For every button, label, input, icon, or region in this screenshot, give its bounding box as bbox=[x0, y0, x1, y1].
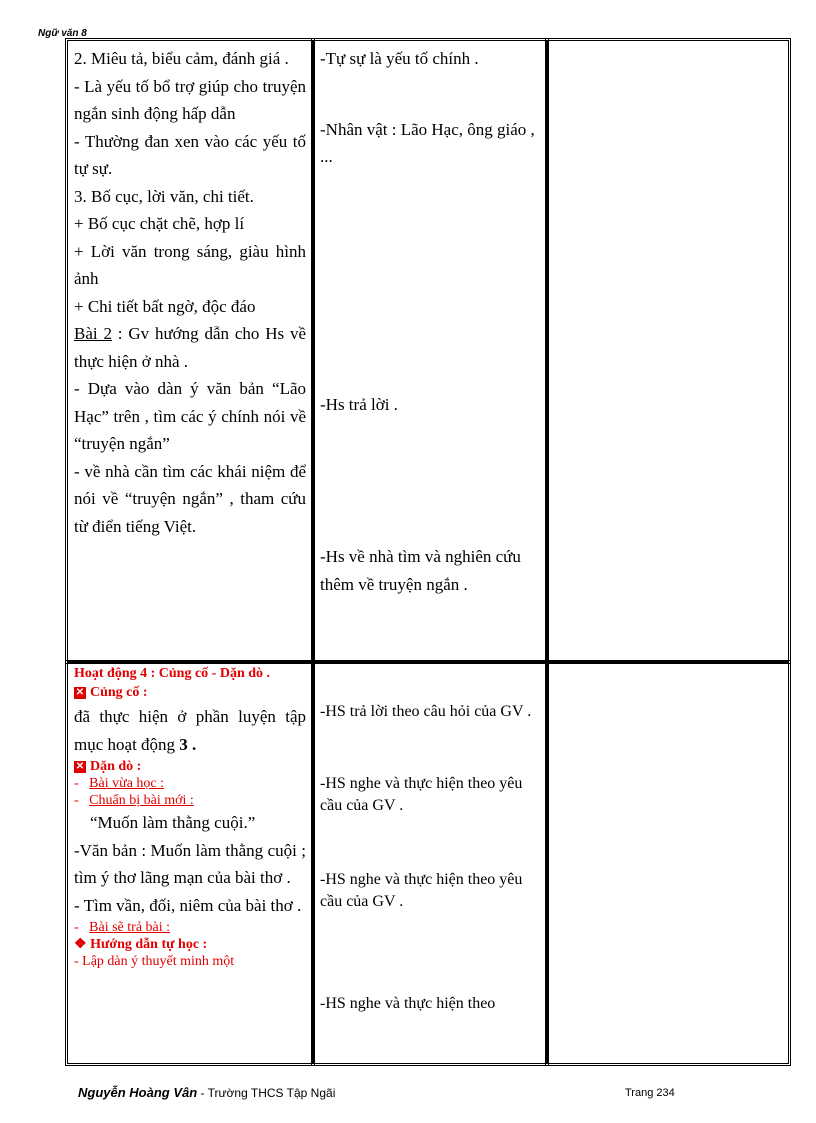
checkbox-icon: ✕ bbox=[75, 686, 85, 698]
list-item: + Bố cục chặt chẽ, hợp lí bbox=[74, 214, 245, 233]
list-item: - Chuẩn bị bài mới : bbox=[74, 793, 194, 808]
activity-title: Hoạt động 4 : Củng cố - Dặn dò . bbox=[74, 666, 271, 681]
page-header-subject: Ngữ văn 8 bbox=[38, 28, 87, 39]
homework-heading: ✕ Dặn dò : bbox=[75, 759, 142, 774]
list-item: - Lập dàn ý thuyết minh một bbox=[74, 954, 235, 969]
list-item: - Là yếu tố bổ trợ giúp cho truyện ngắn sinh động hấp dẫn bbox=[74, 76, 306, 123]
self-study-heading: ❖ Hướng dẫn tự học : bbox=[74, 937, 208, 952]
page-footer bbox=[78, 1085, 778, 1100]
list-item: + Lời văn trong sáng, giàu hình ảnh bbox=[74, 241, 306, 288]
list-item bbox=[74, 320, 306, 375]
checkbox-icon: ✕ bbox=[75, 760, 85, 772]
list-item: -HS nghe và thực hiện theo bbox=[320, 995, 496, 1012]
list-item: - Bài vừa học : bbox=[74, 776, 165, 791]
list-item: + Chi tiết bất ngờ, độc đáo bbox=[74, 296, 256, 316]
list-item: -Nhân vật : Lão Hạc, ông giáo , ... bbox=[320, 119, 535, 166]
list-item: -Hs trả lời . bbox=[320, 394, 398, 414]
lesson-table bbox=[67, 40, 789, 1064]
list-item: -Tự sự là yếu tố chính . bbox=[320, 49, 479, 68]
school-name: - Trường THCS Tập Ngãi bbox=[197, 1086, 336, 1100]
list-item: -HS nghe và thực hiện theo yêu cầu của GV . bbox=[320, 775, 523, 814]
list-item: -Hs về nhà tìm và nghiên cứu thêm về truyện ngắn . bbox=[320, 547, 521, 594]
content-cell bbox=[67, 40, 313, 662]
list-item: -HS nghe và thực hiện theo yêu cầu của GV . bbox=[320, 871, 523, 910]
exercise-label: Bài 2 bbox=[74, 324, 112, 343]
list-item: đã thực hiện ở phần luyện tập mục hoạt động 3 . bbox=[74, 707, 306, 754]
list-item: 2. Miêu tả, biểu cảm, đánh giá . bbox=[74, 49, 289, 68]
list-item: -HS trả lời theo câu hỏi của GV . bbox=[320, 703, 532, 720]
author-name: Nguyễn Hoàng Vân bbox=[78, 1085, 198, 1100]
student-cell bbox=[313, 662, 547, 1064]
review-heading: ✕ Củng cố : bbox=[75, 685, 148, 700]
table-row bbox=[67, 662, 789, 1064]
notes-cell bbox=[547, 662, 789, 1064]
list-item: “Muốn làm thằng cuội.” bbox=[90, 813, 256, 832]
content-cell bbox=[67, 662, 313, 1064]
list-item: -Văn bản : Muốn làm thằng cuội ; tìm ý thơ lãng mạn của bài thơ . bbox=[74, 840, 306, 887]
exercise-text: : Gv hướng dẫn cho Hs về thực hiện ở nhà . bbox=[74, 324, 307, 371]
diamond-icon: ❖ bbox=[74, 937, 87, 952]
list-item: 3. Bố cục, lời văn, chi tiết. bbox=[74, 186, 254, 206]
list-item: - về nhà cần tìm các khái niệm để nói về “truyện ngắn” , tham cứu từ điển tiếng Việt. bbox=[74, 461, 306, 536]
list-item: - Thường đan xen vào các yếu tố tự sự. bbox=[74, 131, 306, 178]
list-item: - Bài sẽ trả bài : bbox=[74, 920, 171, 935]
table-row bbox=[67, 40, 789, 662]
student-cell bbox=[313, 40, 547, 662]
page-number: Trang 234 bbox=[625, 1087, 675, 1099]
list-item: - Tìm vần, đối, niêm của bài thơ . bbox=[74, 895, 302, 915]
list-item: - Dựa vào dàn ý văn bản “Lão Hạc” trên , tìm các ý chính nói về “truyện ngắn” bbox=[74, 379, 306, 453]
notes-cell bbox=[547, 40, 789, 662]
